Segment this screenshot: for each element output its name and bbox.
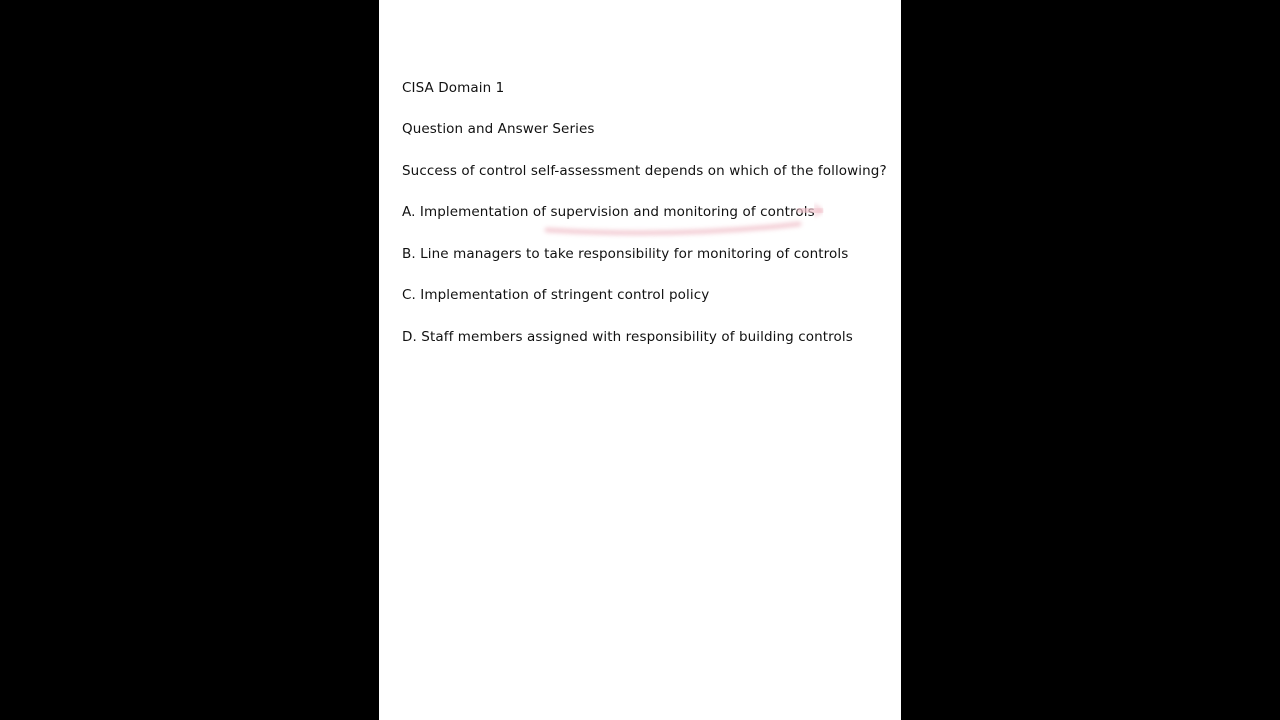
document-subheading: Question and Answer Series <box>402 121 595 137</box>
option-a: A. Implementation of supervision and monitoring of controls <box>402 204 815 220</box>
option-d: D. Staff members assigned with responsibility of building controls <box>402 329 853 345</box>
document-heading: CISA Domain 1 <box>402 80 505 96</box>
underline-stroke <box>547 224 799 233</box>
document-page <box>379 0 901 720</box>
option-b: B. Line managers to take responsibility for monitoring of controls <box>402 246 849 262</box>
pen-annotation <box>379 0 901 720</box>
option-c: C. Implementation of stringent control policy <box>402 287 710 303</box>
arrow-head <box>815 206 822 215</box>
question-text: Success of control self-assessment depends on which of the following? <box>402 163 887 179</box>
